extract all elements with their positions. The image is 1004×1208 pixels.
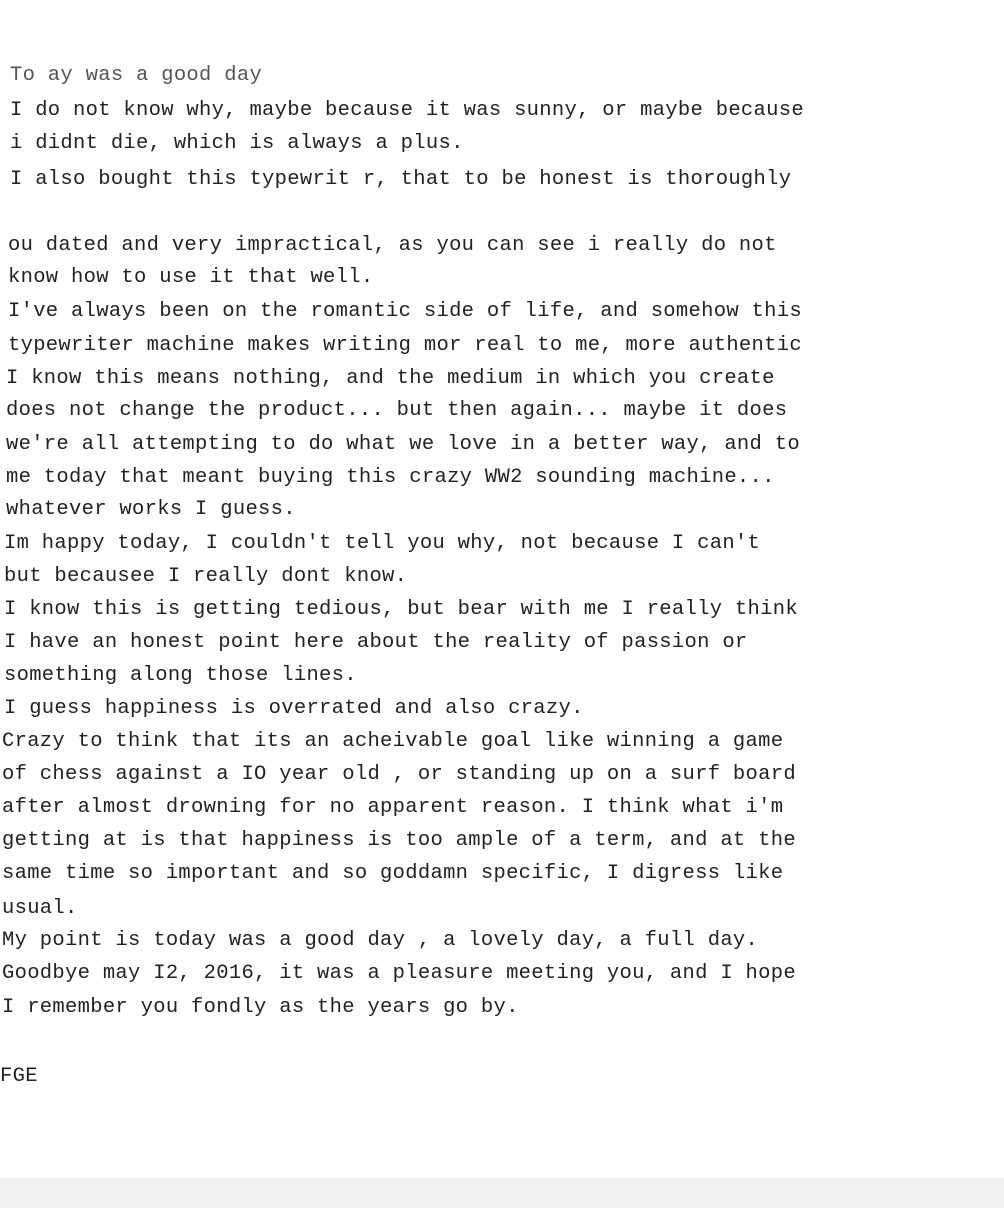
- text-line: I know this is getting tedious, but bear with me I really think: [4, 598, 798, 621]
- text-line: know how to use it that well.: [8, 266, 374, 289]
- text-line: I know this means nothing, and the medium in which you create: [6, 367, 775, 390]
- text-line: I guess happiness is overrated and also crazy.: [4, 697, 584, 720]
- text-line: I do not know why, maybe because it was sunny, or maybe because: [10, 99, 804, 122]
- text-line: we're all attempting to do what we love in a better way, and to: [6, 433, 800, 456]
- text-line: Crazy to think that its an acheivable goal like winning a game: [2, 730, 784, 753]
- text-line: I have an honest point here about the reality of passion or: [4, 631, 748, 654]
- text-line: me today that meant buying this crazy WW2 sounding machine...: [6, 466, 775, 489]
- text-line: but becausee I really dont know.: [4, 565, 408, 588]
- page-bottom-edge: [0, 1178, 1004, 1208]
- text-line: same time so important and so goddamn specific, I digress like: [2, 862, 784, 885]
- text-line: To ay was a good day: [10, 64, 263, 87]
- text-line: of chess against a IO year old , or standing up on a surf board: [2, 763, 796, 786]
- text-line: ou dated and very impractical, as you can see i really do not: [8, 234, 777, 257]
- text-line: does not change the product... but then again... maybe it does: [6, 399, 788, 422]
- text-line: typewriter machine makes writing mor real to me, more authentic: [8, 334, 802, 357]
- text-line: getting at is that happiness is too ample of a term, and at the: [2, 829, 796, 852]
- text-line: Im happy today, I couldn't tell you why, not because I can't: [4, 532, 761, 555]
- text-line: I remember you fondly as the years go by.: [2, 996, 519, 1019]
- text-line: usual.: [2, 897, 78, 920]
- text-line: Goodbye may I2, 2016, it was a pleasure meeting you, and I hope: [2, 962, 796, 985]
- text-line: something along those lines.: [4, 664, 357, 687]
- signature: FGE: [0, 1065, 38, 1088]
- text-line: I've always been on the romantic side of life, and somehow this: [8, 300, 802, 323]
- text-line: I also bought this typewrit r, that to be honest is thoroughly: [10, 168, 792, 191]
- text-line: after almost drowning for no apparent reason. I think what i'm: [2, 796, 784, 819]
- text-line: My point is today was a good day , a lovely day, a full day.: [2, 929, 759, 952]
- text-line: whatever works I guess.: [6, 498, 296, 521]
- text-line: i didnt die, which is always a plus.: [10, 132, 464, 155]
